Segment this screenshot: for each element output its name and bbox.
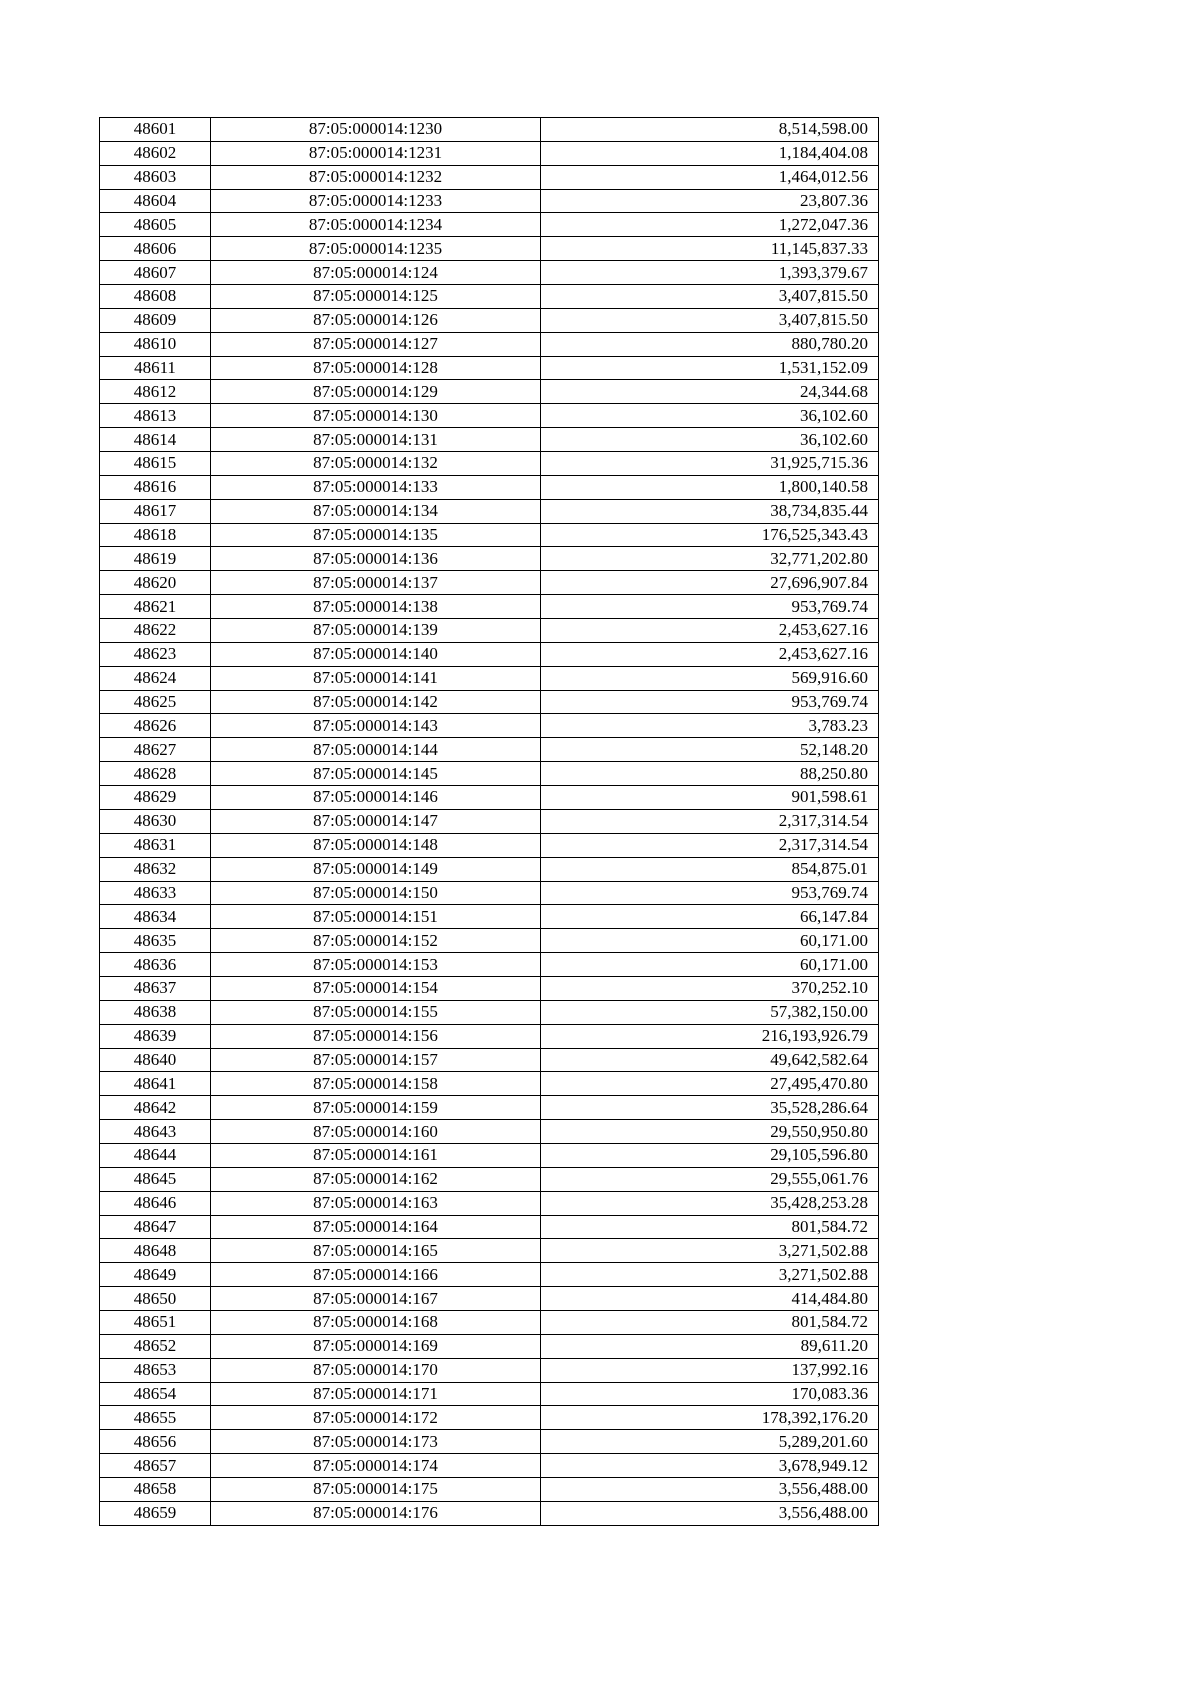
cadastral-number-cell: 87:05:000014:154 bbox=[211, 976, 541, 1000]
cadastral-number-cell: 87:05:000014:167 bbox=[211, 1287, 541, 1311]
value-cell: 49,642,582.64 bbox=[541, 1048, 879, 1072]
value-cell: 3,783.23 bbox=[541, 714, 879, 738]
row-number-cell: 48619 bbox=[100, 547, 211, 571]
table-row bbox=[100, 356, 879, 380]
table-row bbox=[100, 1501, 879, 1525]
value-cell: 569,916.60 bbox=[541, 666, 879, 690]
cadastral-number-cell: 87:05:000014:150 bbox=[211, 881, 541, 905]
row-number-cell: 48640 bbox=[100, 1048, 211, 1072]
cadastral-number-cell: 87:05:000014:136 bbox=[211, 547, 541, 571]
table-row bbox=[100, 1167, 879, 1191]
value-cell: 2,453,627.16 bbox=[541, 642, 879, 666]
value-cell: 953,769.74 bbox=[541, 881, 879, 905]
row-number-cell: 48610 bbox=[100, 332, 211, 356]
table-row bbox=[100, 595, 879, 619]
value-cell: 35,428,253.28 bbox=[541, 1191, 879, 1215]
value-cell: 3,271,502.88 bbox=[541, 1239, 879, 1263]
table-row bbox=[100, 881, 879, 905]
row-number-cell: 48638 bbox=[100, 1000, 211, 1024]
cadastral-number-cell: 87:05:000014:1235 bbox=[211, 237, 541, 261]
table-row bbox=[100, 1072, 879, 1096]
table-row bbox=[100, 1477, 879, 1501]
cadastral-number-cell: 87:05:000014:172 bbox=[211, 1406, 541, 1430]
table-row bbox=[100, 762, 879, 786]
table-body bbox=[100, 118, 879, 1526]
value-cell: 31,925,715.36 bbox=[541, 452, 879, 476]
row-number-cell: 48621 bbox=[100, 595, 211, 619]
value-cell: 3,407,815.50 bbox=[541, 308, 879, 332]
value-cell: 5,289,201.60 bbox=[541, 1430, 879, 1454]
value-cell: 414,484.80 bbox=[541, 1287, 879, 1311]
value-cell: 2,317,314.54 bbox=[541, 833, 879, 857]
cadastral-number-cell: 87:05:000014:158 bbox=[211, 1072, 541, 1096]
value-cell: 29,550,950.80 bbox=[541, 1120, 879, 1144]
value-cell: 1,464,012.56 bbox=[541, 165, 879, 189]
row-number-cell: 48625 bbox=[100, 690, 211, 714]
table-row bbox=[100, 1048, 879, 1072]
cadastral-number-cell: 87:05:000014:176 bbox=[211, 1501, 541, 1525]
table-row bbox=[100, 714, 879, 738]
value-cell: 1,393,379.67 bbox=[541, 261, 879, 285]
table-row bbox=[100, 1215, 879, 1239]
value-cell: 137,992.16 bbox=[541, 1358, 879, 1382]
table-row bbox=[100, 1430, 879, 1454]
table-row bbox=[100, 642, 879, 666]
cadastral-number-cell: 87:05:000014:130 bbox=[211, 404, 541, 428]
table-row bbox=[100, 261, 879, 285]
row-number-cell: 48612 bbox=[100, 380, 211, 404]
cadastral-number-cell: 87:05:000014:171 bbox=[211, 1382, 541, 1406]
table-row bbox=[100, 547, 879, 571]
row-number-cell: 48657 bbox=[100, 1454, 211, 1478]
table-row bbox=[100, 165, 879, 189]
row-number-cell: 48614 bbox=[100, 428, 211, 452]
table-row bbox=[100, 428, 879, 452]
table-row bbox=[100, 833, 879, 857]
row-number-cell: 48606 bbox=[100, 237, 211, 261]
row-number-cell: 48636 bbox=[100, 953, 211, 977]
value-cell: 176,525,343.43 bbox=[541, 523, 879, 547]
cadastral-number-cell: 87:05:000014:168 bbox=[211, 1310, 541, 1334]
table-row bbox=[100, 786, 879, 810]
row-number-cell: 48626 bbox=[100, 714, 211, 738]
row-number-cell: 48659 bbox=[100, 1501, 211, 1525]
cadastral-number-cell: 87:05:000014:153 bbox=[211, 953, 541, 977]
cadastral-number-cell: 87:05:000014:1231 bbox=[211, 141, 541, 165]
table-row bbox=[100, 1406, 879, 1430]
table-row bbox=[100, 1310, 879, 1334]
row-number-cell: 48601 bbox=[100, 118, 211, 142]
cadastral-number-cell: 87:05:000014:166 bbox=[211, 1263, 541, 1287]
table-row bbox=[100, 809, 879, 833]
value-cell: 2,453,627.16 bbox=[541, 619, 879, 643]
table-row bbox=[100, 905, 879, 929]
cadastral-number-cell: 87:05:000014:1234 bbox=[211, 213, 541, 237]
row-number-cell: 48642 bbox=[100, 1096, 211, 1120]
value-cell: 24,344.68 bbox=[541, 380, 879, 404]
cadastral-number-cell: 87:05:000014:175 bbox=[211, 1477, 541, 1501]
row-number-cell: 48637 bbox=[100, 976, 211, 1000]
value-cell: 3,271,502.88 bbox=[541, 1263, 879, 1287]
row-number-cell: 48624 bbox=[100, 666, 211, 690]
value-cell: 66,147.84 bbox=[541, 905, 879, 929]
table-row bbox=[100, 1120, 879, 1144]
row-number-cell: 48604 bbox=[100, 189, 211, 213]
cadastral-number-cell: 87:05:000014:151 bbox=[211, 905, 541, 929]
value-cell: 801,584.72 bbox=[541, 1215, 879, 1239]
table-row bbox=[100, 475, 879, 499]
table-row bbox=[100, 1287, 879, 1311]
value-cell: 854,875.01 bbox=[541, 857, 879, 881]
row-number-cell: 48623 bbox=[100, 642, 211, 666]
row-number-cell: 48653 bbox=[100, 1358, 211, 1382]
table-row bbox=[100, 452, 879, 476]
row-number-cell: 48603 bbox=[100, 165, 211, 189]
cadastral-number-cell: 87:05:000014:149 bbox=[211, 857, 541, 881]
cadastral-number-cell: 87:05:000014:128 bbox=[211, 356, 541, 380]
row-number-cell: 48655 bbox=[100, 1406, 211, 1430]
value-cell: 1,272,047.36 bbox=[541, 213, 879, 237]
row-number-cell: 48650 bbox=[100, 1287, 211, 1311]
table-row bbox=[100, 308, 879, 332]
cadastral-number-cell: 87:05:000014:143 bbox=[211, 714, 541, 738]
value-cell: 60,171.00 bbox=[541, 953, 879, 977]
cadastral-number-cell: 87:05:000014:161 bbox=[211, 1143, 541, 1167]
row-number-cell: 48611 bbox=[100, 356, 211, 380]
value-cell: 901,598.61 bbox=[541, 786, 879, 810]
table-row bbox=[100, 285, 879, 309]
cadastral-number-cell: 87:05:000014:165 bbox=[211, 1239, 541, 1263]
table-row bbox=[100, 404, 879, 428]
value-cell: 89,611.20 bbox=[541, 1334, 879, 1358]
value-cell: 3,678,949.12 bbox=[541, 1454, 879, 1478]
value-cell: 953,769.74 bbox=[541, 690, 879, 714]
table-row bbox=[100, 571, 879, 595]
table-row bbox=[100, 976, 879, 1000]
row-number-cell: 48632 bbox=[100, 857, 211, 881]
row-number-cell: 48622 bbox=[100, 619, 211, 643]
row-number-cell: 48649 bbox=[100, 1263, 211, 1287]
cadastral-number-cell: 87:05:000014:141 bbox=[211, 666, 541, 690]
cadastral-number-cell: 87:05:000014:156 bbox=[211, 1024, 541, 1048]
table-row bbox=[100, 1191, 879, 1215]
table-row bbox=[100, 738, 879, 762]
value-cell: 170,083.36 bbox=[541, 1382, 879, 1406]
cadastral-number-cell: 87:05:000014:139 bbox=[211, 619, 541, 643]
value-cell: 1,184,404.08 bbox=[541, 141, 879, 165]
table-row bbox=[100, 237, 879, 261]
table-row bbox=[100, 690, 879, 714]
cadastral-number-cell: 87:05:000014:144 bbox=[211, 738, 541, 762]
row-number-cell: 48633 bbox=[100, 881, 211, 905]
cadastral-number-cell: 87:05:000014:132 bbox=[211, 452, 541, 476]
cadastral-number-cell: 87:05:000014:131 bbox=[211, 428, 541, 452]
cadastral-number-cell: 87:05:000014:129 bbox=[211, 380, 541, 404]
row-number-cell: 48605 bbox=[100, 213, 211, 237]
table-row bbox=[100, 213, 879, 237]
value-cell: 36,102.60 bbox=[541, 428, 879, 452]
row-number-cell: 48631 bbox=[100, 833, 211, 857]
row-number-cell: 48608 bbox=[100, 285, 211, 309]
row-number-cell: 48643 bbox=[100, 1120, 211, 1144]
row-number-cell: 48639 bbox=[100, 1024, 211, 1048]
cadastral-number-cell: 87:05:000014:170 bbox=[211, 1358, 541, 1382]
cadastral-number-cell: 87:05:000014:138 bbox=[211, 595, 541, 619]
row-number-cell: 48627 bbox=[100, 738, 211, 762]
cadastral-number-cell: 87:05:000014:163 bbox=[211, 1191, 541, 1215]
row-number-cell: 48618 bbox=[100, 523, 211, 547]
cadastral-number-cell: 87:05:000014:125 bbox=[211, 285, 541, 309]
value-cell: 36,102.60 bbox=[541, 404, 879, 428]
value-cell: 38,734,835.44 bbox=[541, 499, 879, 523]
table-row bbox=[100, 141, 879, 165]
cadastral-number-cell: 87:05:000014:127 bbox=[211, 332, 541, 356]
cadastral-number-cell: 87:05:000014:137 bbox=[211, 571, 541, 595]
cadastral-number-cell: 87:05:000014:169 bbox=[211, 1334, 541, 1358]
table-row bbox=[100, 1334, 879, 1358]
value-cell: 1,531,152.09 bbox=[541, 356, 879, 380]
table-row bbox=[100, 929, 879, 953]
cadastral-number-cell: 87:05:000014:146 bbox=[211, 786, 541, 810]
value-cell: 2,317,314.54 bbox=[541, 809, 879, 833]
row-number-cell: 48644 bbox=[100, 1143, 211, 1167]
row-number-cell: 48634 bbox=[100, 905, 211, 929]
row-number-cell: 48635 bbox=[100, 929, 211, 953]
row-number-cell: 48641 bbox=[100, 1072, 211, 1096]
row-number-cell: 48628 bbox=[100, 762, 211, 786]
cadastral-number-cell: 87:05:000014:1232 bbox=[211, 165, 541, 189]
cadastral-number-cell: 87:05:000014:173 bbox=[211, 1430, 541, 1454]
value-cell: 370,252.10 bbox=[541, 976, 879, 1000]
value-cell: 27,696,907.84 bbox=[541, 571, 879, 595]
row-number-cell: 48616 bbox=[100, 475, 211, 499]
cadastral-number-cell: 87:05:000014:124 bbox=[211, 261, 541, 285]
row-number-cell: 48609 bbox=[100, 308, 211, 332]
table-row bbox=[100, 1000, 879, 1024]
table-row bbox=[100, 380, 879, 404]
value-cell: 29,105,596.80 bbox=[541, 1143, 879, 1167]
row-number-cell: 48646 bbox=[100, 1191, 211, 1215]
value-cell: 23,807.36 bbox=[541, 189, 879, 213]
table-row bbox=[100, 1382, 879, 1406]
row-number-cell: 48656 bbox=[100, 1430, 211, 1454]
cadastral-number-cell: 87:05:000014:145 bbox=[211, 762, 541, 786]
table-row bbox=[100, 332, 879, 356]
table-row bbox=[100, 118, 879, 142]
value-cell: 880,780.20 bbox=[541, 332, 879, 356]
data-table bbox=[99, 117, 879, 1526]
row-number-cell: 48645 bbox=[100, 1167, 211, 1191]
value-cell: 57,382,150.00 bbox=[541, 1000, 879, 1024]
cadastral-number-cell: 87:05:000014:135 bbox=[211, 523, 541, 547]
value-cell: 1,800,140.58 bbox=[541, 475, 879, 499]
row-number-cell: 48615 bbox=[100, 452, 211, 476]
row-number-cell: 48607 bbox=[100, 261, 211, 285]
value-cell: 3,556,488.00 bbox=[541, 1501, 879, 1525]
value-cell: 60,171.00 bbox=[541, 929, 879, 953]
cadastral-number-cell: 87:05:000014:1233 bbox=[211, 189, 541, 213]
table-row bbox=[100, 189, 879, 213]
row-number-cell: 48651 bbox=[100, 1310, 211, 1334]
value-cell: 29,555,061.76 bbox=[541, 1167, 879, 1191]
cadastral-number-cell: 87:05:000014:1230 bbox=[211, 118, 541, 142]
table-row bbox=[100, 499, 879, 523]
table-row bbox=[100, 1454, 879, 1478]
cadastral-number-cell: 87:05:000014:160 bbox=[211, 1120, 541, 1144]
value-cell: 35,528,286.64 bbox=[541, 1096, 879, 1120]
value-cell: 3,556,488.00 bbox=[541, 1477, 879, 1501]
cadastral-number-cell: 87:05:000014:148 bbox=[211, 833, 541, 857]
row-number-cell: 48658 bbox=[100, 1477, 211, 1501]
value-cell: 52,148.20 bbox=[541, 738, 879, 762]
value-cell: 3,407,815.50 bbox=[541, 285, 879, 309]
table-row bbox=[100, 523, 879, 547]
table-row bbox=[100, 1096, 879, 1120]
row-number-cell: 48617 bbox=[100, 499, 211, 523]
table-row bbox=[100, 1239, 879, 1263]
table-row bbox=[100, 1024, 879, 1048]
cadastral-number-cell: 87:05:000014:157 bbox=[211, 1048, 541, 1072]
value-cell: 27,495,470.80 bbox=[541, 1072, 879, 1096]
row-number-cell: 48648 bbox=[100, 1239, 211, 1263]
value-cell: 953,769.74 bbox=[541, 595, 879, 619]
table-row bbox=[100, 953, 879, 977]
value-cell: 216,193,926.79 bbox=[541, 1024, 879, 1048]
row-number-cell: 48654 bbox=[100, 1382, 211, 1406]
table-row bbox=[100, 1263, 879, 1287]
table-row bbox=[100, 666, 879, 690]
cadastral-number-cell: 87:05:000014:155 bbox=[211, 1000, 541, 1024]
row-number-cell: 48630 bbox=[100, 809, 211, 833]
table-row bbox=[100, 857, 879, 881]
row-number-cell: 48620 bbox=[100, 571, 211, 595]
row-number-cell: 48629 bbox=[100, 786, 211, 810]
cadastral-number-cell: 87:05:000014:134 bbox=[211, 499, 541, 523]
cadastral-number-cell: 87:05:000014:126 bbox=[211, 308, 541, 332]
value-cell: 178,392,176.20 bbox=[541, 1406, 879, 1430]
cadastral-number-cell: 87:05:000014:159 bbox=[211, 1096, 541, 1120]
value-cell: 32,771,202.80 bbox=[541, 547, 879, 571]
row-number-cell: 48647 bbox=[100, 1215, 211, 1239]
value-cell: 801,584.72 bbox=[541, 1310, 879, 1334]
row-number-cell: 48613 bbox=[100, 404, 211, 428]
cadastral-number-cell: 87:05:000014:142 bbox=[211, 690, 541, 714]
table-row bbox=[100, 619, 879, 643]
value-cell: 8,514,598.00 bbox=[541, 118, 879, 142]
cadastral-number-cell: 87:05:000014:147 bbox=[211, 809, 541, 833]
cadastral-number-cell: 87:05:000014:140 bbox=[211, 642, 541, 666]
cadastral-number-cell: 87:05:000014:133 bbox=[211, 475, 541, 499]
value-cell: 88,250.80 bbox=[541, 762, 879, 786]
cadastral-number-cell: 87:05:000014:152 bbox=[211, 929, 541, 953]
cadastral-number-cell: 87:05:000014:164 bbox=[211, 1215, 541, 1239]
table-row bbox=[100, 1358, 879, 1382]
table-row bbox=[100, 1143, 879, 1167]
cadastral-number-cell: 87:05:000014:174 bbox=[211, 1454, 541, 1478]
row-number-cell: 48602 bbox=[100, 141, 211, 165]
row-number-cell: 48652 bbox=[100, 1334, 211, 1358]
value-cell: 11,145,837.33 bbox=[541, 237, 879, 261]
cadastral-number-cell: 87:05:000014:162 bbox=[211, 1167, 541, 1191]
